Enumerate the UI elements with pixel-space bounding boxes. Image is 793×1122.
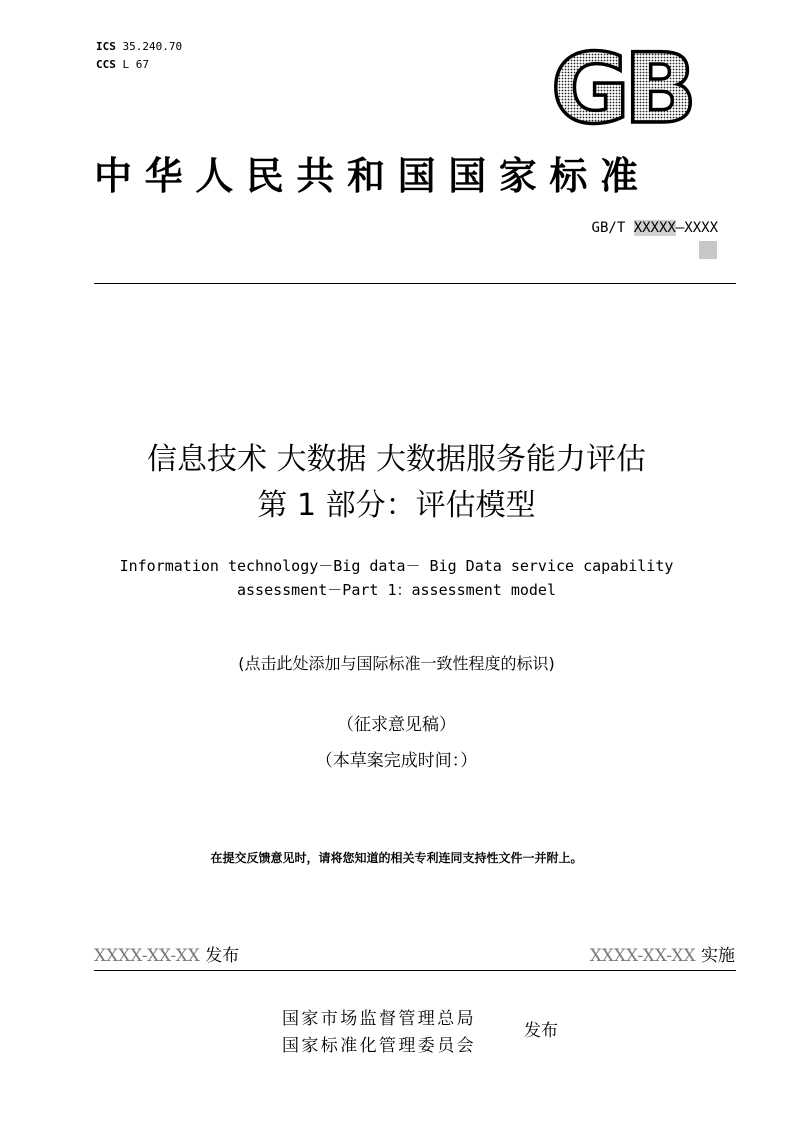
release-date: XXXX-XX-XX [94, 946, 200, 966]
draft-type: （征求意见稿） [337, 715, 456, 735]
national-standard-title: 中华人民共和国国家标准 [94, 153, 651, 198]
cn-title-line1: 信息技术 大数据 大数据服务能力评估 [146, 442, 647, 477]
std-year: XXXX [684, 220, 718, 236]
std-separator: — [675, 220, 685, 236]
issuer-samr: 国家市场监督管理总局 [282, 1009, 476, 1029]
en-title-line1: Information technology－Big data－ Big Data service capability [119, 557, 674, 575]
draft-completion-time: （本草案完成时间：） [315, 751, 478, 771]
en-title-line2: assessment－Part 1：assessment model [237, 581, 556, 599]
implement-date-row [590, 944, 735, 968]
release-date-row [94, 944, 239, 968]
footer-divider [94, 970, 736, 971]
ccs-value: L 67 [122, 58, 149, 71]
gb-logo [540, 44, 702, 130]
std-prefix: GB/T [591, 220, 626, 236]
ccs-label: CCS [96, 58, 116, 71]
ccs-code [96, 58, 149, 72]
header-divider [94, 283, 736, 284]
placeholder-box [699, 241, 717, 259]
standard-number [592, 219, 718, 237]
cn-title-line2: 第 1 部分：评估模型 [257, 488, 536, 523]
implement-label: 实施 [701, 946, 735, 966]
issuer-sac: 国家标准化管理委员会 [282, 1036, 476, 1056]
gb-logo-text: GB [551, 44, 691, 130]
std-code: XXXXX [633, 220, 676, 236]
release-label: 发布 [205, 946, 240, 966]
ics-code [96, 40, 182, 54]
implement-date: XXXX-XX-XX [589, 946, 696, 966]
feedback-note: 在提交反馈意见时，请将您知道的相关专利连同支持性文件一并附上。 [210, 851, 583, 865]
consistency-placeholder[interactable]: (点击此处添加与国际标准一致性程度的标识) [238, 654, 555, 673]
ics-label: ICS [96, 40, 116, 53]
issue-label: 发布 [524, 1021, 558, 1041]
ics-value: 35.240.70 [122, 40, 183, 53]
